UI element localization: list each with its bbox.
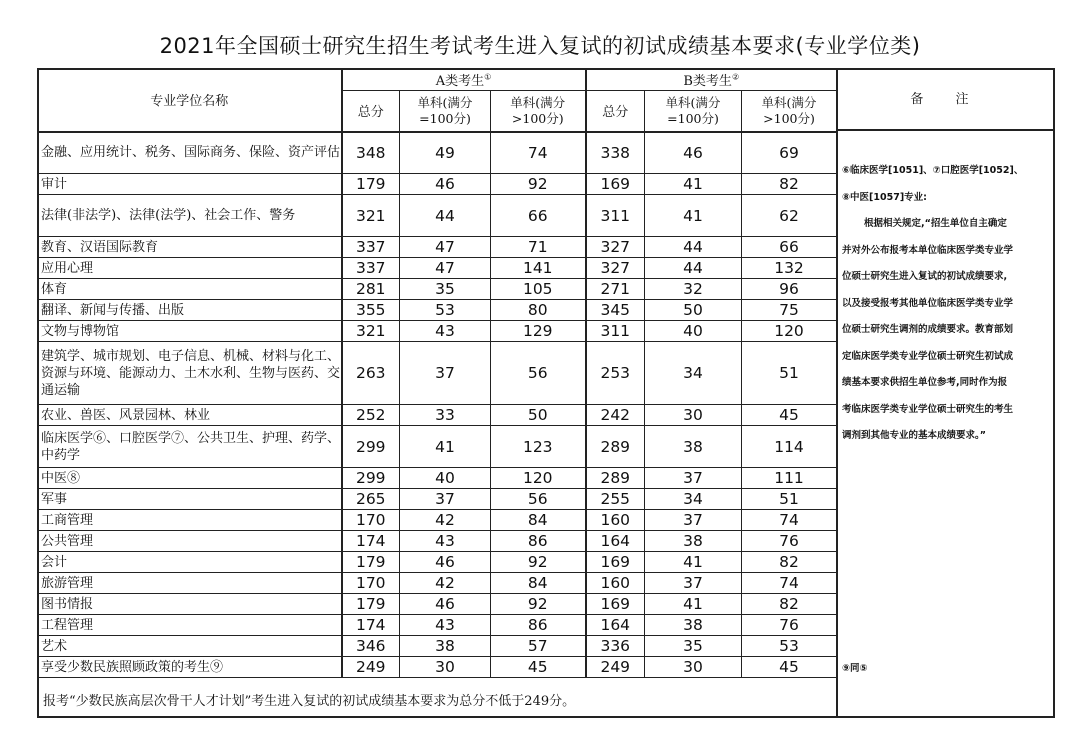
remark-line: 并对外公布报考本单位临床医学类专业学: [842, 244, 1014, 256]
cell-b-single100: 34: [645, 342, 742, 405]
cell-a-single100: 42: [400, 510, 491, 531]
cell-b-total: 160: [586, 510, 645, 531]
table-row: [38, 405, 837, 426]
cell-b-total: 160: [586, 573, 645, 594]
table-row: [38, 279, 837, 300]
cell-major-name: 翻译、新闻与传播、出版: [38, 300, 342, 321]
header-remarks: 备 注: [838, 68, 1055, 131]
cell-b-total: 311: [586, 195, 645, 237]
cell-b-total: 289: [586, 468, 645, 489]
cell-a-single100: 38: [400, 636, 491, 657]
remarks-text: [842, 158, 1052, 674]
cell-a-single100: 42: [400, 573, 491, 594]
cell-a-total: 337: [342, 258, 400, 279]
cell-b-total: 336: [586, 636, 645, 657]
cell-b-single100: 37: [645, 573, 742, 594]
header-b-single-gt100: 单科(满分 >100分): [742, 91, 837, 132]
header-b-total: 总分: [586, 91, 645, 132]
cell-a-single100: 41: [400, 426, 491, 468]
remark-line: 考临床医学类专业学位硕士研究生的考生: [842, 403, 1014, 415]
cell-b-total: 255: [586, 489, 645, 510]
cell-a-single100: 47: [400, 258, 491, 279]
table-row: [38, 468, 837, 489]
table-row: [38, 615, 837, 636]
table-row: [38, 195, 837, 237]
cell-b-single100: 37: [645, 468, 742, 489]
cell-a-single100: 30: [400, 657, 491, 678]
cell-b-single-gt100: 51: [742, 489, 837, 510]
cell-a-total: 321: [342, 321, 400, 342]
cell-major-name: 应用心理: [38, 258, 342, 279]
cell-a-single-gt100: 71: [491, 237, 586, 258]
cell-b-single-gt100: 74: [742, 510, 837, 531]
table-row: [38, 552, 837, 573]
remark-line: 位硕士研究生调剂的成绩要求。教育部划: [842, 324, 1014, 335]
table-row: [38, 636, 837, 657]
cell-b-single-gt100: 111: [742, 468, 837, 489]
cell-a-total: 249: [342, 657, 400, 678]
remark-line: 调剂到其他专业的基本成绩要求。”: [842, 430, 986, 441]
cell-a-single-gt100: 92: [491, 594, 586, 615]
cell-a-single100: 46: [400, 174, 491, 195]
remark-line: 位硕士研究生进入复试的初试成绩要求,: [842, 271, 1008, 282]
cell-a-total: 348: [342, 132, 400, 174]
table-row: [38, 258, 837, 279]
cell-a-total: 263: [342, 342, 400, 405]
cell-b-single100: 30: [645, 657, 742, 678]
header-a-total: 总分: [342, 91, 400, 132]
cell-b-single-gt100: 53: [742, 636, 837, 657]
cell-a-single100: 35: [400, 279, 491, 300]
cell-b-single-gt100: 75: [742, 300, 837, 321]
cell-major-name: 公共管理: [38, 531, 342, 552]
cell-major-name: 农业、兽医、风景园林、林业: [38, 405, 342, 426]
cell-b-total: 289: [586, 426, 645, 468]
cell-b-single-gt100: 66: [742, 237, 837, 258]
cell-major-name: 审计: [38, 174, 342, 195]
cell-b-single-gt100: 74: [742, 573, 837, 594]
cell-b-single100: 41: [645, 195, 742, 237]
table-row: [38, 174, 837, 195]
cell-a-single-gt100: 50: [491, 405, 586, 426]
cell-major-name: 军事: [38, 489, 342, 510]
cell-major-name: 建筑学、城市规划、电子信息、机械、材料与化工、资源与环境、能源动力、土木水利、生物与医药、交通运输: [38, 342, 342, 405]
cell-a-total: 179: [342, 594, 400, 615]
cell-b-single100: 30: [645, 405, 742, 426]
cell-a-single100: 40: [400, 468, 491, 489]
cell-a-total: 299: [342, 426, 400, 468]
cell-b-single100: 34: [645, 489, 742, 510]
cell-a-total: 170: [342, 573, 400, 594]
cell-b-total: 242: [586, 405, 645, 426]
cell-a-single-gt100: 141: [491, 258, 586, 279]
cell-a-single100: 43: [400, 321, 491, 342]
cell-major-name: 金融、应用统计、税务、国际商务、保险、资产评估: [38, 132, 342, 174]
cell-b-single-gt100: 132: [742, 258, 837, 279]
cell-b-total: 327: [586, 258, 645, 279]
table-row: [38, 531, 837, 552]
cell-a-total: 321: [342, 195, 400, 237]
cell-a-single-gt100: 57: [491, 636, 586, 657]
remark-same-as: ⑨同⑤: [842, 663, 868, 674]
cell-b-total: 271: [586, 279, 645, 300]
cell-major-name: 艺术: [38, 636, 342, 657]
cell-a-single-gt100: 56: [491, 342, 586, 405]
cell-a-single-gt100: 56: [491, 489, 586, 510]
cell-major-name: 中医⑧: [38, 468, 342, 489]
cell-b-total: 253: [586, 342, 645, 405]
cell-b-single-gt100: 82: [742, 552, 837, 573]
cell-major-name: 教育、汉语国际教育: [38, 237, 342, 258]
remark-line: ⑥临床医学[1051]、⑦口腔医学[1052]、: [842, 165, 1024, 176]
table-row: [38, 321, 837, 342]
header-group-b: B类考生②: [586, 69, 837, 91]
score-table: [37, 68, 837, 678]
footer-note: 报考“少数民族高层次骨干人才计划”考生进入复试的初试成绩基本要求为总分不低于249分。: [43, 694, 576, 709]
table-row: [38, 657, 837, 678]
cell-b-single-gt100: 82: [742, 174, 837, 195]
cell-b-total: 338: [586, 132, 645, 174]
table-row: [38, 573, 837, 594]
cell-a-single100: 47: [400, 237, 491, 258]
cell-major-name: 图书情报: [38, 594, 342, 615]
cell-b-total: 327: [586, 237, 645, 258]
cell-b-single-gt100: 62: [742, 195, 837, 237]
cell-a-single100: 53: [400, 300, 491, 321]
cell-b-single-gt100: 76: [742, 615, 837, 636]
table-row: [38, 426, 837, 468]
table-row: [38, 237, 837, 258]
table-row: [38, 489, 837, 510]
cell-a-single-gt100: 105: [491, 279, 586, 300]
cell-major-name: 工程管理: [38, 615, 342, 636]
cell-a-single100: 46: [400, 594, 491, 615]
cell-b-single100: 46: [645, 132, 742, 174]
cell-a-total: 299: [342, 468, 400, 489]
cell-b-total: 164: [586, 531, 645, 552]
cell-a-single-gt100: 86: [491, 615, 586, 636]
cell-b-single100: 40: [645, 321, 742, 342]
cell-b-single100: 41: [645, 594, 742, 615]
remarks-column: [836, 68, 1055, 718]
cell-b-total: 169: [586, 174, 645, 195]
cell-a-total: 174: [342, 531, 400, 552]
cell-b-total: 249: [586, 657, 645, 678]
cell-b-single100: 38: [645, 531, 742, 552]
cell-b-total: 169: [586, 594, 645, 615]
table-row: [38, 594, 837, 615]
cell-a-single-gt100: 80: [491, 300, 586, 321]
cell-major-name: 体育: [38, 279, 342, 300]
cell-b-single100: 44: [645, 237, 742, 258]
cell-major-name: 文物与博物馆: [38, 321, 342, 342]
cell-b-total: 311: [586, 321, 645, 342]
cell-a-single100: 37: [400, 489, 491, 510]
remark-line: ⑧中医[1057]专业:: [842, 191, 927, 203]
cell-a-single-gt100: 86: [491, 531, 586, 552]
cell-a-single-gt100: 45: [491, 657, 586, 678]
remark-line: 根据相关规定,“招生单位自主确定: [864, 218, 1007, 229]
table-row: [38, 510, 837, 531]
header-major-name: 专业学位名称: [38, 69, 342, 132]
cell-b-total: 345: [586, 300, 645, 321]
cell-b-single-gt100: 45: [742, 657, 837, 678]
cell-a-single-gt100: 120: [491, 468, 586, 489]
cell-a-single100: 43: [400, 531, 491, 552]
cell-a-single-gt100: 74: [491, 132, 586, 174]
header-b-single100: 单科(满分 =100分): [645, 91, 742, 132]
header-group-a: A类考生①: [342, 69, 586, 91]
cell-a-single-gt100: 92: [491, 552, 586, 573]
cell-b-single-gt100: 114: [742, 426, 837, 468]
cell-a-single100: 33: [400, 405, 491, 426]
cell-b-single100: 41: [645, 552, 742, 573]
cell-a-single100: 37: [400, 342, 491, 405]
cell-b-single100: 41: [645, 174, 742, 195]
cell-a-single100: 43: [400, 615, 491, 636]
remark-line: 以及接受报考其他单位临床医学类专业学: [842, 297, 1014, 309]
cell-b-single100: 37: [645, 510, 742, 531]
cell-a-total: 355: [342, 300, 400, 321]
cell-a-total: 179: [342, 552, 400, 573]
cell-a-single-gt100: 84: [491, 510, 586, 531]
cell-major-name: 工商管理: [38, 510, 342, 531]
cell-b-single100: 35: [645, 636, 742, 657]
cell-a-total: 174: [342, 615, 400, 636]
cell-b-single100: 44: [645, 258, 742, 279]
cell-b-single100: 32: [645, 279, 742, 300]
cell-a-single-gt100: 129: [491, 321, 586, 342]
cell-a-single-gt100: 92: [491, 174, 586, 195]
cell-b-single-gt100: 45: [742, 405, 837, 426]
cell-b-single-gt100: 82: [742, 594, 837, 615]
page-title: 2021年全国硕士研究生招生考试考生进入复试的初试成绩基本要求(专业学位类): [159, 34, 921, 58]
header-a-single-gt100: 单科(满分 >100分): [491, 91, 586, 132]
cell-b-single100: 38: [645, 615, 742, 636]
cell-major-name: 享受少数民族照顾政策的考生⑨: [38, 657, 342, 678]
cell-a-total: 337: [342, 237, 400, 258]
cell-a-single100: 49: [400, 132, 491, 174]
cell-a-total: 265: [342, 489, 400, 510]
table-row: [38, 132, 837, 174]
cell-a-single-gt100: 66: [491, 195, 586, 237]
cell-b-single100: 38: [645, 426, 742, 468]
cell-major-name: 法律(非法学)、法律(法学)、社会工作、警务: [38, 195, 342, 237]
cell-a-single-gt100: 123: [491, 426, 586, 468]
cell-a-single-gt100: 84: [491, 573, 586, 594]
header-a-single100: 单科(满分 =100分): [400, 91, 491, 132]
remark-line: 绩基本要求供招生单位参考,同时作为报: [842, 377, 1008, 388]
cell-a-single100: 46: [400, 552, 491, 573]
table-row: [38, 300, 837, 321]
cell-b-single100: 50: [645, 300, 742, 321]
cell-b-single-gt100: 96: [742, 279, 837, 300]
cell-a-total: 346: [342, 636, 400, 657]
cell-a-total: 179: [342, 174, 400, 195]
cell-a-total: 170: [342, 510, 400, 531]
cell-b-single-gt100: 76: [742, 531, 837, 552]
cell-major-name: 旅游管理: [38, 573, 342, 594]
cell-a-single100: 44: [400, 195, 491, 237]
cell-a-total: 281: [342, 279, 400, 300]
remark-line: 定临床医学类专业学位硕士研究生初试成: [842, 350, 1014, 362]
cell-b-single-gt100: 69: [742, 132, 837, 174]
cell-b-total: 169: [586, 552, 645, 573]
cell-b-single-gt100: 51: [742, 342, 837, 405]
cell-b-total: 164: [586, 615, 645, 636]
cell-major-name: 会计: [38, 552, 342, 573]
table-row: [38, 342, 837, 405]
cell-major-name: 临床医学⑥、口腔医学⑦、公共卫生、护理、药学、中药学: [38, 426, 342, 468]
cell-a-total: 252: [342, 405, 400, 426]
cell-b-single-gt100: 120: [742, 321, 837, 342]
